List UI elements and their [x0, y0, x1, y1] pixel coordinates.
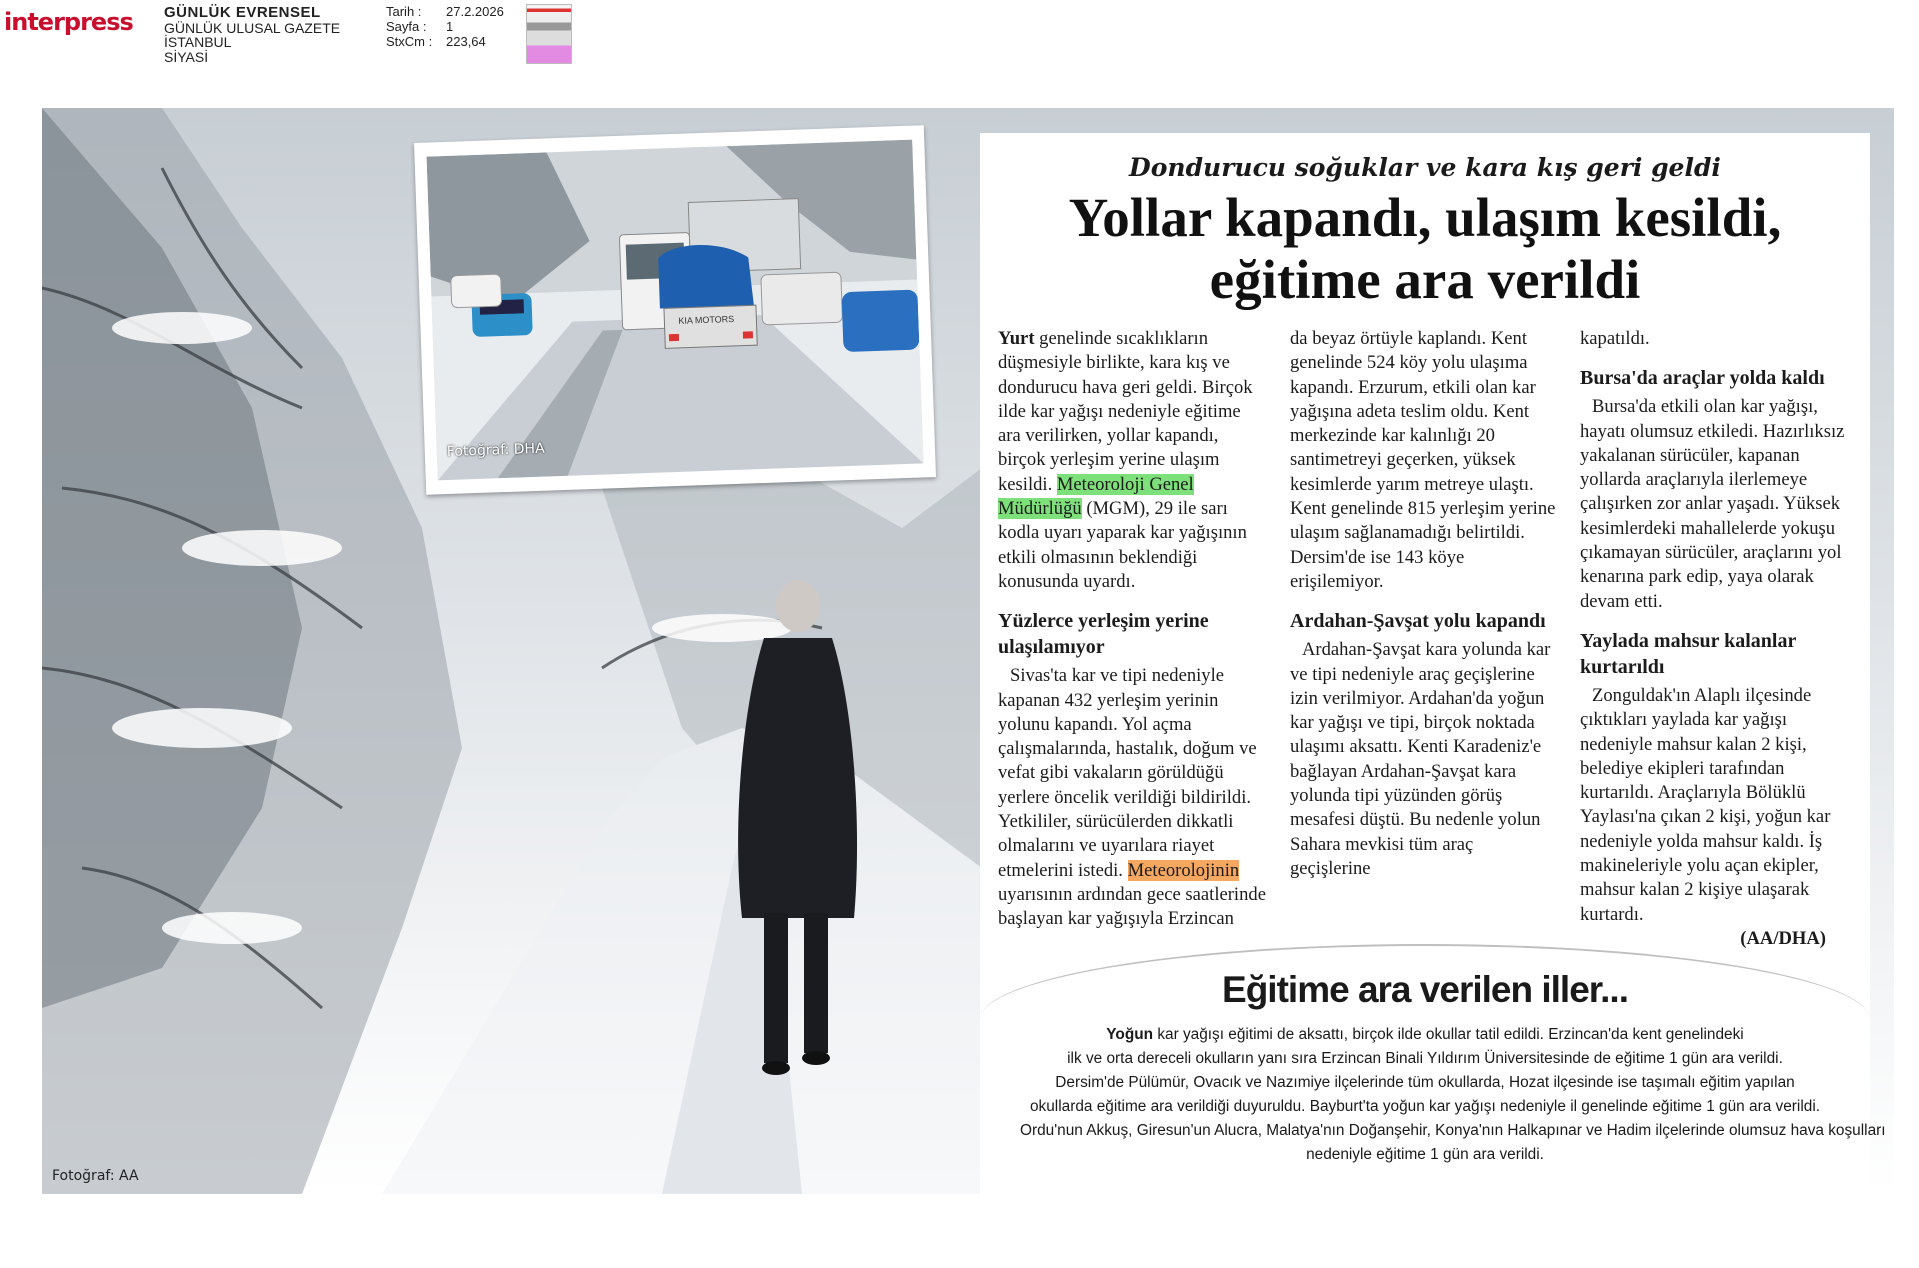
headline-line-2: eğitime ara verildi [1209, 249, 1641, 310]
page-thumbnail[interactable] [526, 4, 572, 64]
publication-city: İSTANBUL [164, 34, 232, 50]
paragraph-bursa: Bursa'da etkili olan kar yağışı, hayatı olumsuz etkiledi. Hazırlıksız yakalanan sürücüler, kapanan yollarda araçlarıyla ilerlemeye çalışırken zor anlar yaşadı. Yüksek kesimlerdeki mahallelerde yokuşu çıkamayan sürücüler, araçlarını yol kenarına park edip, yaya olarak devam etti. [1580, 396, 1845, 612]
subheading-settlements: Yüzlerce yerleşim yerine ulaşılamıyor [998, 610, 1209, 659]
subheading-plateau: Yaylada mahsur kalanlar kurtarıldı [1580, 629, 1796, 678]
article-kicker: Dondurucu soğuklar ve kara kış geri geldi [1129, 153, 1721, 182]
paragraph-sivas-b: uyarısının ardından gece saatlerinde başlayan kar yağışıyla Erzincan [998, 883, 1266, 930]
article-panel [980, 133, 1886, 1194]
headline-line-1: Yollar kapandı, ulaşım kesildi, [1068, 187, 1782, 248]
page-row [386, 19, 504, 34]
article-column-3 [1580, 327, 1848, 951]
education-box-text [1020, 1023, 1886, 1167]
traffic-scene [426, 140, 923, 481]
stxcm-row [386, 34, 504, 49]
subheading-bursa: Bursa'da araçlar yolda kaldı [1580, 367, 1825, 390]
publication-frequency: GÜNLÜK ULUSAL GAZETE [164, 19, 341, 36]
inset-traffic-photo [414, 125, 936, 495]
inset-photo-credit: Fotoğraf: DHA [446, 440, 545, 461]
date-label: Tarih : [386, 4, 422, 19]
lead-paragraph [998, 327, 1266, 594]
publication-name: GÜNLÜK EVRENSEL [164, 4, 321, 21]
clipping-metadata [386, 4, 504, 49]
page-value: 1 [446, 19, 454, 34]
date-value: 27.2.2026 [446, 4, 504, 19]
box-line-4: okullarda eğitime ara verildiği duyuruldu. Bayburt'ta yoğun kar yağışı nedeniyle il genelinde eğitime 1 gün ara verildi. [1029, 1098, 1821, 1115]
article-headline [980, 187, 1870, 311]
publication-info [164, 6, 340, 64]
publication-category: SİYASİ [164, 48, 209, 65]
date-row [386, 4, 504, 19]
main-photo-credit: Fotoğraf: AA [52, 1168, 139, 1184]
box-first-word: Yoğun [1106, 1026, 1154, 1043]
lead-text-b: (MGM), 29 ile sarı kodla uyarı yaparak kar yağışının etkili olmasının beklendiği konusunda uyardı. [998, 498, 1247, 592]
interpress-logo: interpress [4, 8, 133, 36]
article-column-2 [1290, 327, 1558, 881]
newspaper-clipping [42, 108, 1894, 1194]
page-label: Sayfa : [386, 19, 427, 34]
paragraph-sivas-highlight: Meteorolojinin [1127, 859, 1240, 881]
box-line-3: Dersim'de Pülümür, Ovacık ve Nazımiye ilçelerinde tüm okullarda, Hozat ilçesinde ise taşımalı eğitim yapılan [1055, 1074, 1795, 1091]
stxcm-value: 223,64 [446, 34, 486, 49]
box-line-6: nedeniyle eğitime 1 gün ara verildi. [1306, 1146, 1544, 1163]
stxcm-label: StxCm : [386, 34, 433, 49]
box-line-5: Ordu'nun Akkuş, Giresun'un Alucra, Malatya'nın Doğanşehir, Konya'nın Halkapınar ve Hadim ilçelerinde olumsuz hava koşulları [1020, 1122, 1886, 1139]
paragraph-sivas [998, 664, 1266, 931]
education-box-title: Eğitime ara verilen iller... [1222, 969, 1628, 1010]
paragraph-ardahan: Ardahan-Şavşat kara yolunda kar ve tipi nedeniyle araç geçişlerine izin verilmiyor. Ardahan'da yoğun kar yağışı ve tipi, birçok noktada ulaşımı aksattı. Kenti Karadeniz'e bağlayan Ardahan-Şavşat kara yolunda tipi yüzünden görüş mesafesi düştü. Bu nedenle yolun Sahara mevkisi tüm araç geçişlerine [1290, 639, 1551, 879]
box-line-2: ilk ve orta dereceli okulların yanı sıra Erzincan Binali Yıldırım Üniversitesinde de eğitime 1 gün ara verildi. [1067, 1050, 1783, 1067]
article-column-1 [998, 327, 1266, 932]
subheading-ardahan: Ardahan-Şavşat yolu kapandı [1290, 610, 1546, 633]
article-signature: (AA/DHA) [1740, 927, 1826, 949]
lead-text-a: genelinde sıcaklıkların düşmesiyle birlikte, kara kış ve dondurucu hava geri geldi. Birçok ilde kar yağışı nedeniyle eğitime ara verilirken, yollar kapandı, birçok yerleşim yerine ulaşım kesildi. [998, 328, 1253, 495]
paragraph-sivas-a: Sivas'ta kar ve tipi nedeniyle kapanan 432 yerleşim yerinin yolunu kapandı. Yol açma çalışmalarında, hastalık, doğum ve vefat gibi vakaların görüldüğü yerlere öncelik verildiği bildirildi. Yetkililer, sürücülerden dikkatli olmalarını ve uyarılara riayet etmelerini istedi. [998, 665, 1257, 881]
lead-highlight: Meteoroloji Genel Müdürlüğü [998, 473, 1194, 520]
lead-first-word: Yurt [998, 328, 1035, 349]
paragraph-erzincan: da beyaz örtüyle kaplandı. Kent genelinde 524 köy yolu ulaşıma kapandı. Erzurum, etkili olan kar yağışına adeta teslim oldu. Kent merkezinde kar kalınlığı 20 santimetreyi geçerken, yüksek kesimlerde yarım metreye ulaştı. Kent genelinde 815 yerleşim yerine ulaşım sağlanamadığı belirtildi. Dersim'de ise 143 köye erişilemiyor. [1290, 328, 1556, 592]
inset-photo-image [426, 140, 923, 481]
paragraph-closed: kapatıldı. [1580, 328, 1650, 349]
paragraph-zonguldak: Zonguldak'ın Alaplı ilçesinde çıktıkları yaylada kar yağışı nedeniyle mahsur kalan 2 kişi, belediye ekipleri tarafından kurtarıldı. Araçlarıyla Bölüklü Yaylası'na çıkan 2 kişi, yoğun kar nedeniyle yolda mahsur kaldı. İş makineleriyle yolu açan ekipler, mahsur kalan 2 kişiye ulaşarak kurtardı. [1580, 684, 1831, 925]
box-line-1: Yoğun kar yağışı eğitimi de aksattı, birçok ilde okullar tatil edildi. Erzincan'da kent genelindeki [1106, 1026, 1744, 1043]
truck-sign: KIA MOTORS [678, 313, 735, 326]
